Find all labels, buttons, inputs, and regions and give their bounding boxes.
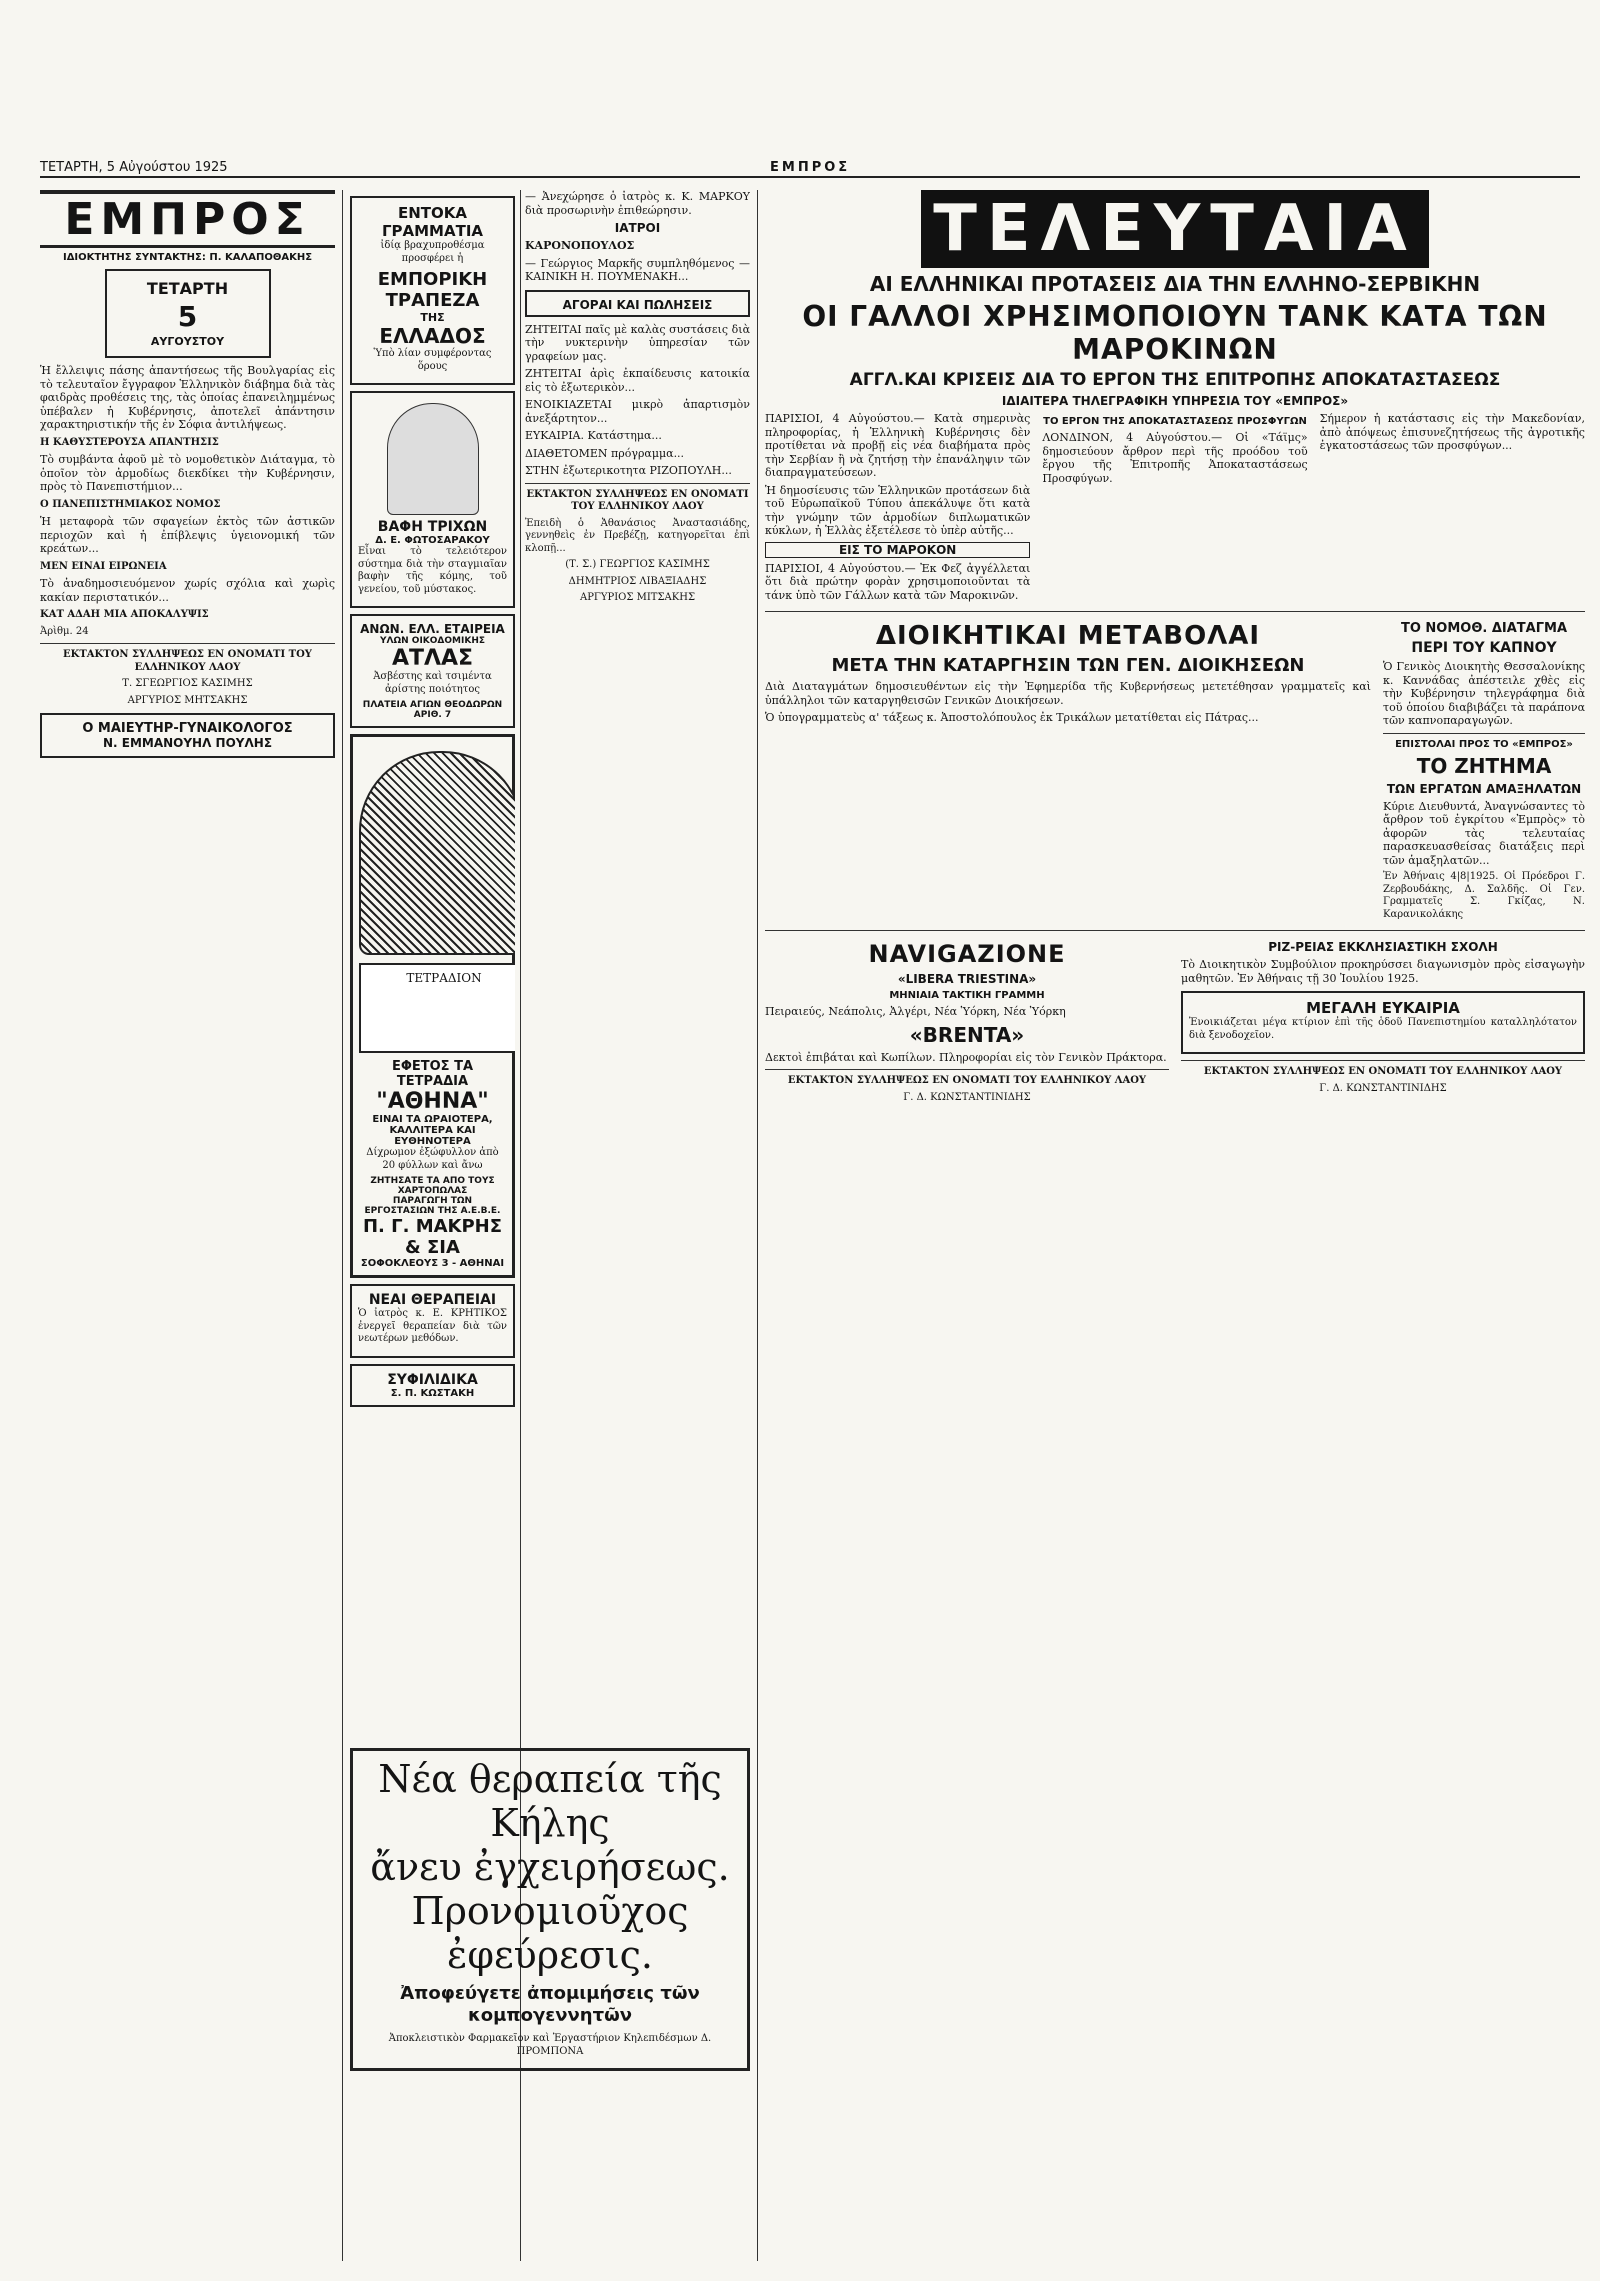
classified-item: ΔΙΑΘΕΤΟΜΕΝ πρόγραμμα... [525,446,685,460]
notice-signature: ΔΗΜΗΤΡΙΟΣ ΛΙΒΑΞΙΑΔΗΣ [568,575,707,587]
column-4-news [765,190,1585,2261]
atlas-address: ΠΛΑΤΕΙΑ ΑΓΙΩΝ ΘΕΟΔΩΡΩΝ ΑΡΙΘ. 7 [362,700,503,720]
tobacco-paragraph: Ὁ Γενικὸς Διοικητὴς Θεσσαλονίκης κ. Καννάδας ἀπέστειλε χθὲς εἰς τὴν Κυβέρνησιν τηλεγράφημα διὰ τοῦ ὁποίου διαβιβάζει τὰ παράπονα τῶν καπνοπαραγωγῶν. [1383,660,1585,727]
classified-item: ΕΥΚΑΙΡΙΑ. Κατάστημα... [525,429,662,442]
bank-ad [350,196,515,385]
article-paragraph: Ἡ μεταφορὰ τῶν σφαγείων ἐκτὸς τῶν ἀστικῶν περιοχῶν καὶ ἡ ἐπίβλεψις ὑγειονομική τῶν κρεάτων... [40,515,335,555]
admin-paragraph: Διὰ Διαταγμάτων δημοσιευθέντων εἰς τὴν Ἐφημερίδα τῆς Κυβερνήσεως μετετέθησαν γραμματεῖς καὶ ὑπάλληλοι τῶν καταργηθεισῶν Γενικῶν Διοικήσεων. [765,680,1371,707]
hernia-address: Ἀποκλειστικὸν Φαρμακεῖον καὶ Ἐργαστήριον Κηλεπιδέσμων Δ. ΠΡΟΜΠΟΝΑ [388,2033,712,2057]
notice-signature: ΑΡΓΥΡΙΟΣ ΜΙΤΣΑΚΗΣ [579,592,696,603]
admin-block [765,617,1371,925]
morocco-title: ΕΙΣ ΤΟ ΜΑΡΟΚΟΝ [765,542,1030,558]
classified-item: ΖΗΤΕΙΤΑΙ ἀρὶς ἐκπαίδευσις κατοικία εἰς τὸ ἐξωτερικὸν... [525,367,750,394]
notice-signature: Τ. ΣΓΕΩΡΓΙΟΣ ΚΑΣΙΜΗΣ [122,678,253,689]
navigation-ad [765,936,1169,1108]
nav-info: Δεκτοὶ ἐπιβάται καὶ Κωπίλων. Πληροφορίαι εἰς τὸν Γενικὸν Πράκτορα. [765,1050,1167,1064]
nav-subtitle: «LIBERA TRIESTINA» [897,972,1037,986]
hernia-line-1: Νέα θεραπεία τῆς Κήλης [378,1757,722,1845]
atlas-company: ΑΝΩΝ. ΕΛΛ. ΕΤΑΙΡΕΙΑ [360,622,505,636]
chance-text: Ἐνοικιάζεται μέγα κτίριον ἐπὶ τῆς ὁδοῦ Πανεπιστημίου καταλληλότατον διὰ ξενοδοχεῖον. [1189,1017,1577,1041]
notebook-image [359,963,515,1053]
column-1 [40,190,335,2261]
hair-dye-text: Εἶναι τὸ τελειότερον σύστημα διὰ τὴν σταγμιαῖαν βαφὴν τῆς κόμης, τοῦ γενείου, τοῦ μύστακος. [358,546,507,595]
midwife-ad [40,713,335,758]
midwife-title: Ο ΜΑΙΕΥΤΗΡ-ΓΥΝΑΙΚΟΛΟΓΟΣ [82,721,293,736]
notice-title: ΕΚΤΑΚΤΟΝ ΣΥΛΛΗΨΕΩΣ ΕΝ ΟΝΟΜΑΤΙ ΤΟΥ ΕΛΛΗΝΙΚΟΥ ΛΑΟΥ [787,1075,1147,1086]
director-line: ΙΔΙΟΚΤΗΤΗΣ ΣΥΝΤΑΚΤΗΣ: Π. ΚΑΛΑΠΟΘΑΚΗΣ [62,252,313,263]
atlas-ad [350,614,515,728]
admin-title: ΔΙΟΙΚΗΤΙΚΑΙ ΜΕΤΑΒΟΛΑΙ [875,621,1261,651]
side-label: Ο ΠΑΝΕΠΙΣΤΗΜΙΑΚΟΣ ΝΟΜΟΣ [40,498,221,510]
column-rule [342,190,343,2261]
notice-signature: (Τ. Σ.) ΓΕΩΡΓΙΟΣ ΚΑΣΙΜΗΣ [565,559,710,570]
hernia-line-3: Προνομιοῦχος ἐφεύρεσις. [411,1889,689,1977]
notebook-title: ΕΦΕΤΟΣ ΤΑ ΤΕΤΡΑΔΙΑ [391,1059,474,1089]
tobacco-block [1383,617,1585,925]
classified-item: ΕΝΟΙΚΙΑΖΕΤΑΙ μικρὸ ἀπαρτισμὸν ἀνεξάρτητον... [525,398,750,425]
masthead: ΕΜΠΡΟΣ [40,190,335,248]
woman-portrait-image [387,403,479,515]
side-label: ΜΕΝ ΕΙΝΑΙ ΕΙΡΩΝΕΙΑ [40,560,167,572]
headline-3: ΑΓΓΛ.ΚΑΙ ΚΡΙΣΕΙΣ ΔΙΑ ΤΟ ΕΡΓΟΝ ΤΗΣ ΕΠΙΤΡΟΠΗΣ ΑΠΟΚΑΤΑΣΤΑΣΕΩΣ [849,370,1501,390]
therapy-title: ΝΕΑΙ ΘΕΡΑΠΕΙΑΙ [368,1292,497,1308]
notice-title: ΕΚΤΑΚΤΟΝ ΣΥΛΛΗΨΕΩΣ ΕΝ ΟΝΟΜΑΤΙ ΤΟΥ ΕΛΛΗΝΙΚΟΥ ΛΑΟΥ [1203,1066,1563,1077]
midwife-name: Ν. ΕΜΜΑΝΟΥΗΛ ΠΟΥΛΗΣ [102,736,273,750]
notice-signature: Γ. Δ. ΚΩΝΣΤΑΝΤΙΝΙΔΗΣ [1319,1082,1447,1094]
news-paragraph: ΠΑΡΙΣΙΟΙ, 4 Αὐγούστου.— Κατὰ σημερινὰς πληροφορίας, ἡ Ἑλληνικὴ Κυβέρνησις δὲν προτίθεται νὰ προβῇ εἰς νέα διαβήματα πρὸς τὴν Σερβίαν ἢ νὰ ζητήσῃ τὴν ἐπανάληψιν τῶν διαπραγματεύσεων. [765,412,1031,479]
column-rule [757,190,758,2261]
news-col-a [765,412,1030,606]
classified-item: ΣΤΗΝ ἐξωτερικοτητα ΡΙΖΟΠΟΥΛΗ... [525,464,732,477]
notebook-producer: ΠΑΡΑΓΩΓΗ ΤΩΝ ΕΡΓΟΣΤΑΣΙΩΝ ΤΗΣ Α.Ε.Β.Ε. [364,1196,501,1216]
side-label: Η ΚΑΘΥΣΤΕΡΟΥΣΑ ΑΠΑΝΤΗΣΙΣ [40,436,219,448]
news-paragraph: ΛΟΝΔΙΝΟΝ, 4 Αὐγούστου.— Οἱ «Τάϊμς» δημοσιεύουν ἄρθρον περὶ τῆς προόδου τοῦ ἔργου τῆς Ἐπιτροπῆς Ἀποκαταστάσεως Προσφύγων. [1042,431,1308,485]
article-paragraph: Τὸ ἀναδημοσιευόμενον χωρίς σχόλια καὶ χωρὶς κακίαν περιστατικόν... [40,577,335,604]
news-paragraph: ΠΑΡΙΣΙΟΙ, 4 Αὐγούστου.— Ἐκ Φεζ ἀγγέλλεται ὅτι διὰ πρώτην φορὰν χρησιμοποιοῦνται τὰ τάνκ ὑπὸ τῶν Γάλλων κατὰ τῶν Μαροκινῶν. [765,561,1031,602]
date-number: 5 [177,300,198,333]
therapy-text: Ὁ ἰατρὸς κ. Ε. ΚΡΗΤΙΚΟΣ ἐνεργεῖ θεραπείαν διὰ τῶν νεωτέρων μεθόδων. [358,1308,507,1344]
classified-item: ΖΗΤΕΙΤΑΙ παῖς μὲ καλὰς συστάσεις διὰ τὴν νυκτερινὴν ὑπηρεσίαν τῶν γραφείων μας. [525,322,750,363]
letter-subtitle: ΤΩΝ ΕΡΓΑΤΩΝ ΑΜΑΞΗΛΑΤΩΝ [1386,781,1582,796]
admin-paragraph: Ὁ ὑπογραμματεὺς α' τάξεως κ. Ἀποστολόπουλος ἐκ Τρικάλων μετατίθεται εἰς Πάτρας... [765,711,1259,724]
hernia-ad-box [350,1748,750,2071]
hernia-line-4: Ἀποφεύγετε ἀπομιμήσεις τῶν κομπογεννητῶν [400,1983,700,2026]
notebook-sub: ΕΙΝΑΙ ΤΑ ΩΡΑΙΟΤΕΡΑ, ΚΑΛΛΙΤΕΡΑ ΚΑΙ ΕΥΘΗΝΟΤΕΡΑ [372,1114,493,1147]
atlas-name: ΑΤΛΑΣ [391,646,474,671]
doctor-name: ΚΑΡΟΝΟΠΟΥΛΟΣ [525,239,635,252]
headline-2: ΟΙ ΓΑΛΛΟΙ ΧΡΗΣΙΜΟΠΟΙΟΥΝ ΤΑΝΚ ΚΑΤΑ ΤΩΝ ΜΑΡΟΚΙΝΩΝ [802,300,1548,366]
date-month: ΑΥΓΟΥΣΤΟΥ [150,335,225,348]
makris-address: ΣΟΦΟΚΛΕΟΥΣ 3 - ΑΘΗΝΑΙ [360,1258,505,1269]
hair-dye-name: Δ. Ε. ΦΩΤΟΣΑΡΑΚΟΥ [375,535,490,546]
admin-subtitle: ΜΕΤΑ ΤΗΝ ΚΑΤΑΡΓΗΣΙΝ ΤΩΝ ΓΕΝ. ΔΙΟΙΚΗΣΕΩΝ [831,655,1305,676]
bank-ad-title: ΕΝΤΟΚΑ ΓΡΑΜΜΑΤΙΑ [381,204,484,240]
therapy-ad [350,1284,515,1358]
letter-signature: Ἐν Ἀθήναις 4|8|1925. Οἱ Πρόεδροι Γ. Ζερβουδάκης, Δ. Σαλδῆς. Οἱ Γεν. Γραμματεῖς Σ. Γκίζας, Ν. Καρανικολάκης [1383,871,1585,920]
notebook-brand: "ΑΘΗΝΑ" [376,1089,489,1114]
lower-ads [765,936,1585,1108]
school-paragraph: Τὸ Διοικητικὸν Συμβούλιον προκηρύσσει διαγωνισμὸν πρὸς εἰσαγωγὴν μαθητῶν. Ἐν Ἀθήναις τῇ 30 Ἰουλίου 1925. [1181,958,1585,985]
makris-brand: Π. Γ. ΜΑΚΡΗΣ & ΣΙΑ [362,1216,503,1258]
news-paragraph: Σήμερον ἡ κατάστασις εἰς τὴν Μακεδονίαν, ἀπὸ ἀπόψεως ἐπισυνεζητήσεως τῆς ἀγροτικῆς ἐγκατοστάσεως τῶν προσφύγων... [1319,412,1585,452]
bank-of: ΤΗΣ [420,311,445,324]
doctor-list: — Γεώργιος Μαρκῆς συμπληθόμενος — ΚΑΙΝΙΚΗ Η. ΠΟΥΜΕΝΑΚΗ... [525,256,750,283]
letter-title: ΤΟ ΖΗΤΗΜΑ [1416,753,1552,778]
article-paragraph: Τὸ συμβάντα ἀφοῦ μὲ τὸ νομοθετικὸν Διάταγμα, τὸ ὁποῖον τὸν ἀρμοδίως διεκδίκει τὴν Κυβέρνησιν, πρὸς τὸ Πανεπιστήμιον... [40,453,335,493]
tobacco-title: ΤΟ ΝΟΜΟΘ. ΔΙΑΤΑΓΜΑ [1400,621,1568,636]
hernia-ad [350,1740,750,2079]
nav-title: NAVIGAZIONE [868,940,1066,968]
chance-ad [1181,991,1585,1054]
headline-wrap [765,190,1585,268]
headline-1: ΑΙ ΕΛΛΗΝΙΚΑΙ ΠΡΟΤΑΣΕΙΣ ΔΙΑ ΤΗΝ ΕΛΛΗΝΟ-ΣΕΡΒΙΚΗΝ [869,272,1481,296]
nav-ports: Πειραιεύς, Νεάπολις, Ἀλγέρι, Νέα Ὑόρκη, Νέα Ὑόρκη [765,1005,1066,1018]
hair-dye-title: ΒΑΦΗ ΤΡΙΧΩΝ [377,519,488,535]
news-col-b [1042,412,1307,606]
date-day: ΤΕΤΑΡΤΗ [146,279,229,298]
main-headline: ΤΕΛΕΥΤΑΙΑ [921,190,1429,268]
bank-name-2: ΕΛΛΑΔΟΣ [379,324,486,348]
admin-section [765,617,1585,925]
atlas-text: Ἀσβέστης καὶ τσιμέντα ἀρίστης ποιότητος [373,671,492,695]
bank-name: ΕΜΠΟΡΙΚΗ ΤΡΑΠΕΖΑ [377,269,488,311]
syphilis-doctor: Σ. Π. ΚΩΣΤΑΚΗ [390,1387,475,1399]
school-title: ΡΙΖ-ΡΕΙΑΣ ΕΚΚΛΗΣΙΑΣΤΙΚΗ ΣΧΟΛΗ [1268,940,1498,954]
news-col-c [1320,412,1585,606]
notebook-ask: ΖΗΤΗΣΑΤΕ ΤΑ ΑΠΟ ΤΟΥΣ ΧΑΡΤΟΠΩΛΑΣ [370,1176,495,1196]
atlas-sub: ΥΛΩΝ ΟΙΚΟΔΟΜΙΚΗΣ [380,636,485,646]
chance-title: ΜΕΓΑΛΗ ΕΥΚΑΙΡΙΑ [1306,999,1460,1017]
number-sign: Ἀρὶθμ. 24 [40,625,89,637]
market-title: ΑΓΟΡΑΙ ΚΑΙ ΠΩΛΗΣΕΙΣ [562,297,713,312]
hernia-line-2: ἄνευ ἐγχειρήσεως. [370,1845,730,1889]
bank-ad-sub: ἰδίᾳ βραχυπροθέσμα προσφέρει ἡ [380,240,485,264]
paper-name: ΕΜΠΡΟΣ [770,160,851,175]
notice-title: ΕΚΤΑΚΤΟΝ ΣΥΛΛΗΨΕΩΣ ΕΝ ΟΝΟΜΑΤΙ ΤΟΥ ΕΛΛΗΝΙΚΟΥ ΛΑΟΥ [63,649,312,673]
notebook-label: ΤΕΤΡΑΔΙΟΝ [406,971,482,985]
notice-title: ΕΚΤΑΚΤΟΝ ΣΥΛΛΗΨΕΩΣ ΕΝ ΟΝΟΜΑΤΙ ΤΟΥ ΕΛΛΗΝΙΚΟΥ ΛΑΟΥ [526,488,749,512]
commission-title: ΤΟ ΕΡΓΟΝ ΤΗΣ ΑΠΟΚΑΤΑΣΤΑΣΕΩΣ ΠΡΟΣΦΥΓΩΝ [1043,416,1307,427]
hair-dye-ad [350,391,515,608]
page-header [40,160,1580,178]
letter-paragraph: Κύριε Διευθυντά, Ἀναγνώσαντες τὸ ἄρθρον τοῦ ἐγκρίτου «Ἐμπρὸς» τὸ ἀφορῶν τὰς τελευταίας παρασκευασθείσας διατάξεις περὶ τῶν ἁμαξηλατῶν... [1383,799,1585,867]
tobacco-subtitle: ΠΕΡΙ ΤΟΥ ΚΑΠΝΟΥ [1411,640,1557,656]
notice-text: Ἐπειδὴ ὁ Ἀθανάσιος Ἀναστασιάδης, γεννηθεὶς ἐν Πρεβέζῃ, κατηγορεῖται ἐπὶ κλοπῇ... [525,517,750,554]
telegraph-service: ΙΔΙΑΙΤΕΡΑ ΤΗΛΕΓΡΑΦΙΚΗ ΥΠΗΡΕΣΙΑ ΤΟΥ «ΕΜΠΡΟΣ» [1001,394,1349,408]
section-title-doctors: ΙΑΤΡΟΙ [614,221,661,235]
notebook-pages: Δίχρωμον ἐξώφυλλον ἀπὸ 20 φύλλων καὶ ἄνω [366,1147,499,1171]
notice-signature: ΑΡΓΥΡΙΟΣ ΜΗΤΣΑΚΗΣ [127,694,248,706]
athena-illustration [359,751,515,955]
bank-ad-note: Ὑπὸ λίαν συμφέροντας ὅρους [373,348,492,372]
school-ad [1181,936,1585,1108]
news-paragraph: Ἡ δημοσίευσις τῶν Ἑλληνικῶν προτάσεων διὰ τοῦ Εὐρωπαϊκοῦ Τύπου ἀπεκάλυψε ὅτι κατὰ τὴν γνώμην τῶν ἀρμοδίων διπλωματικῶν κύκλων, ἡ Ἑλλὰς ἐξετέλεσε τὸ ὑπὲρ αὐτῆς... [765,483,1031,537]
letters-header: ΕΠΙΣΤΟΛΑΙ ΠΡΟΣ ΤΟ «ΕΜΠΡΟΣ» [1395,738,1573,750]
nav-line: ΜΗΝΙΑΙΑ ΤΑΚΤΙΚΗ ΓΡΑΜΜΗ [889,990,1045,1001]
syphilis-title: ΣΥΦΙΛΙΔΙΚΑ [387,1371,478,1388]
notice-signature: Γ. Δ. ΚΩΝΣΤΑΝΤΙΝΙΔΗΣ [903,1091,1031,1103]
athena-notebook-ad [350,734,515,1278]
date-box [105,269,271,358]
section-title-market [525,290,750,317]
issue-date: ΤΕΤΑΡΤΗ, 5 Αὐγούστου 1925 [40,160,228,175]
side-label: ΚΑΤ ΑΔΑΗ ΜΙΑ ΑΠΟΚΑΛΥΨΙΣ [40,609,209,620]
syphilis-ad [350,1364,515,1407]
news-columns [765,412,1585,606]
news-item: — Ἀνεχώρησε ὁ ἰατρὸς κ. Κ. ΜΑΡΚΟΥ διὰ προσωρινὴν ἐπιθεώρησιν. [525,190,750,217]
nav-ship: «BRENTA» [909,1022,1025,1047]
editorial-paragraph: Ἡ ἔλλειψις πάσης ἀπαντήσεως τῆς Βουλγαρίας εἰς τὸ τελευταῖον ἔγγραφον Ἑλληνικὸν διάβημα διὰ τὰς φαιδρὰς προθέσεις της, τὰς ὁποίας ἐπανειλημμένως ὑπέβαλεν ἡ Κυβέρνησις, ἀποτελεῖ ἀπάντησιν χαρακτηριστικήν τῆς ἐν Σόφια ἀντιλήψεως. [40,364,335,431]
